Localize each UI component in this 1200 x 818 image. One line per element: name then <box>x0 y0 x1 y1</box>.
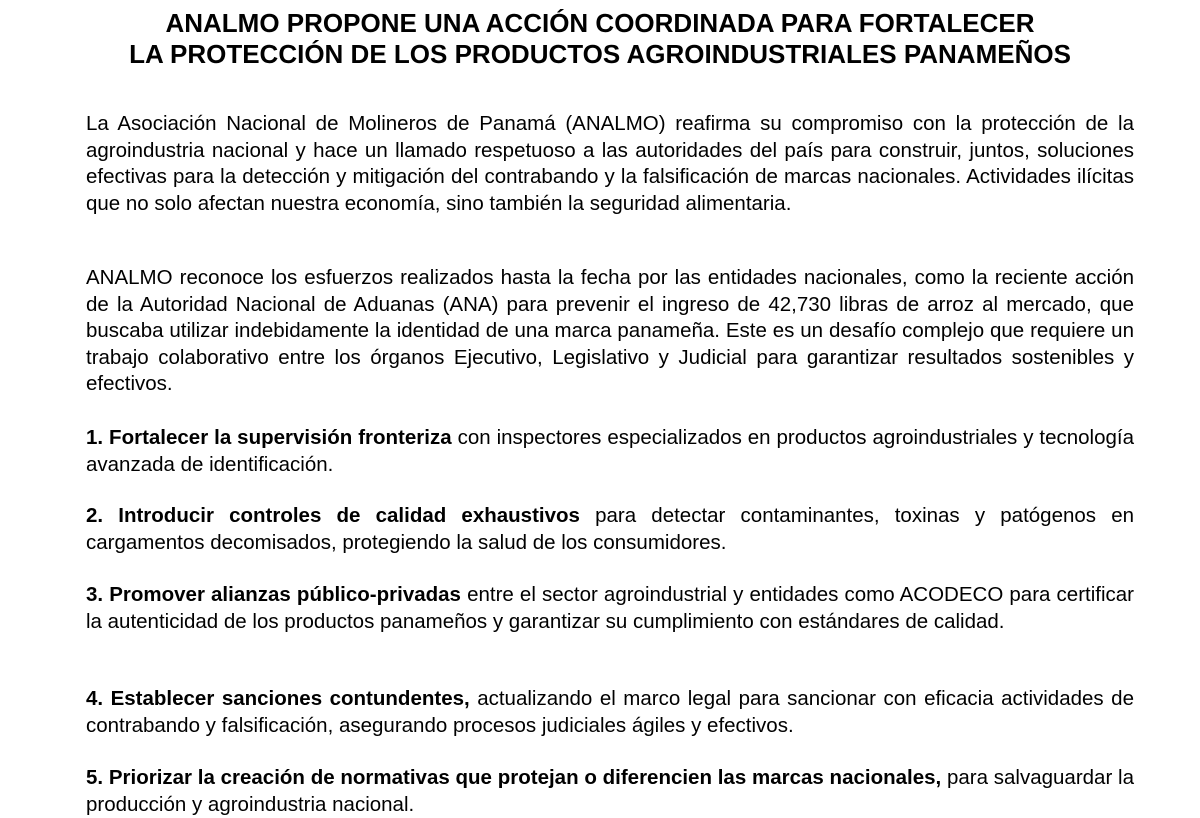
proposal-item-5 <box>86 765 1134 818</box>
title-line-2: LA PROTECCIÓN DE LOS PRODUCTOS AGROINDUSTRIALES PANAMEÑOS <box>129 39 1071 69</box>
proposal-item-1-heading: 1. Fortalecer la supervisión fronteriza <box>86 426 452 449</box>
proposal-item-5-heading: 5. Priorizar la creación de normativas que protejan o diferencien las marcas nacionales, <box>86 766 942 789</box>
document-title <box>0 8 1200 70</box>
proposal-item-4-heading: 4. Establecer sanciones contundentes, <box>86 687 470 710</box>
proposal-item-4 <box>86 686 1134 739</box>
proposal-item-2 <box>86 503 1134 556</box>
context-paragraph: ANALMO reconoce los esfuerzos realizados hasta la fecha por las entidades nacionales, como la reciente acción de la Autoridad Nacional de Aduanas (ANA) para prevenir el ingreso de 42,730 libras de arroz al mercado, que buscaba utilizar indebidamente la identidad de una marca panameña. Este es un desafío complejo que requiere un trabajo colaborativo entre los órganos Ejecutivo, Legislativo y Judicial para garantizar resultados sostenibles y efectivos. <box>86 266 1134 396</box>
proposal-item-5-text: para salvaguardar la producción y agroindustria nacional. <box>86 766 1134 816</box>
proposal-item-2-heading: 2. Introducir controles de calidad exhaustivos <box>86 504 580 527</box>
title-line-1: ANALMO PROPONE UNA ACCIÓN COORDINADA PARA FORTALECER <box>165 8 1035 38</box>
proposal-item-1 <box>86 425 1134 478</box>
proposal-item-4-text: actualizando el marco legal para sancionar con eficacia actividades de contrabando y falsificación, asegurando procesos judiciales ágiles y efectivos. <box>86 687 1134 737</box>
proposal-item-3-heading: 3. Promover alianzas público-privadas <box>86 583 461 606</box>
proposal-item-3 <box>86 582 1134 635</box>
proposal-item-1-text: con inspectores especializados en productos agroindustriales y tecnología avanzada de identificación. <box>86 426 1134 476</box>
intro-paragraph: La Asociación Nacional de Molineros de Panamá (ANALMO) reafirma su compromiso con la protección de la agroindustria nacional y hace un llamado respetuoso a las autoridades del país para construir, juntos, soluciones efectivas para la detección y mitigación del contrabando y la falsificación de marcas nacionales. Actividades ilícitas que no solo afectan nuestra economía, sino también la seguridad alimentaria. <box>86 112 1134 215</box>
proposal-item-2-text: para detectar contaminantes, toxinas y patógenos en cargamentos decomisados, protegiendo la salud de los consumidores. <box>86 504 1134 554</box>
proposal-item-3-text: entre el sector agroindustrial y entidades como ACODECO para certificar la autenticidad de los productos panameños y garantizar su cumplimiento con estándares de calidad. <box>86 583 1134 633</box>
